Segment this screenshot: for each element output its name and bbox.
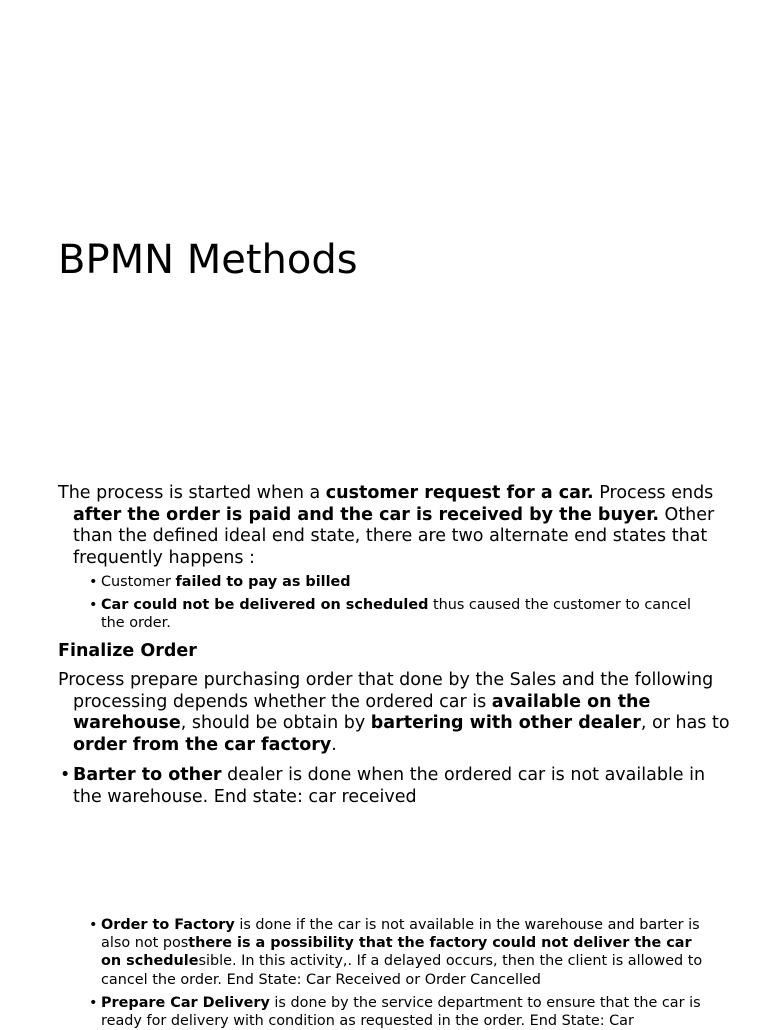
- finalize-text-2: , should be obtain by: [180, 713, 371, 733]
- intro-text-1: The process is started when a: [58, 483, 326, 503]
- finalize-bold-1: available on the warehouse: [73, 691, 651, 733]
- intro-text-2: Process ends: [593, 483, 714, 503]
- intro-paragraph: [58, 483, 733, 569]
- delivery-bold: Prepare Car Delivery: [101, 995, 270, 1011]
- slide-title: BPMN Methods: [58, 237, 358, 283]
- bullet-icon: •: [89, 597, 98, 613]
- bullet-icon: •: [60, 765, 71, 785]
- end-state-item-2: [89, 596, 714, 632]
- barter-bold: Barter to other: [73, 765, 222, 785]
- finalize-bold-3: order from the car factory: [73, 734, 332, 755]
- bullet-icon: •: [89, 917, 98, 933]
- factory-text-1: is done if the car is not available in the warehouse and barter is also not pos: [101, 917, 700, 952]
- end-state-2-tail: thus caused the customer to cancel the order.: [101, 597, 692, 632]
- barter-bullet: [60, 765, 720, 808]
- factory-bold-1: Order to Factory: [101, 917, 235, 933]
- order-factory-bullet: [89, 916, 714, 989]
- intro-bold-2: after the order is paid and the car is received by the buyer.: [73, 504, 659, 525]
- end-state-1-text: Customer: [101, 574, 176, 590]
- finalize-text-3: , or has to: [640, 713, 730, 733]
- delivery-text: is done by the service department to ensure that the car is ready for delivery with condition as requested in the order. End State: Car: [101, 995, 701, 1030]
- intro-text-3: Other than the defined ideal end state, there are two alternate end states that frequently happens :: [73, 504, 715, 568]
- finalize-bold-2: bartering with other dealer: [370, 713, 641, 733]
- factory-text-2: sible. In this activity,. If a delayed occurs, then the client is allowed to cancel the order. End State: Car Received or Order Cancelled: [101, 953, 703, 988]
- finalize-order-heading: Finalize Order: [58, 641, 197, 661]
- end-state-2-bold: Car could not be delivered on scheduled: [101, 597, 429, 613]
- end-state-1-bold: failed to pay as billed: [175, 574, 351, 590]
- finalize-text-4: .: [331, 734, 337, 755]
- bullet-icon: •: [89, 995, 98, 1011]
- factory-bold-2: there is a possibility that the factory could not deliver the car on schedule: [101, 935, 692, 970]
- intro-bold-1: customer request for a car.: [325, 483, 594, 503]
- barter-text: dealer is done when the ordered car is not available in the warehouse. End state: car received: [73, 765, 706, 807]
- finalize-text-1: Process prepare purchasing order that done by the Sales and the following processing depends whether the ordered car is: [58, 670, 714, 712]
- prepare-delivery-bullet: [89, 994, 714, 1030]
- finalize-paragraph: [58, 670, 733, 756]
- end-state-item-1: [89, 573, 714, 591]
- bullet-icon: •: [89, 574, 98, 590]
